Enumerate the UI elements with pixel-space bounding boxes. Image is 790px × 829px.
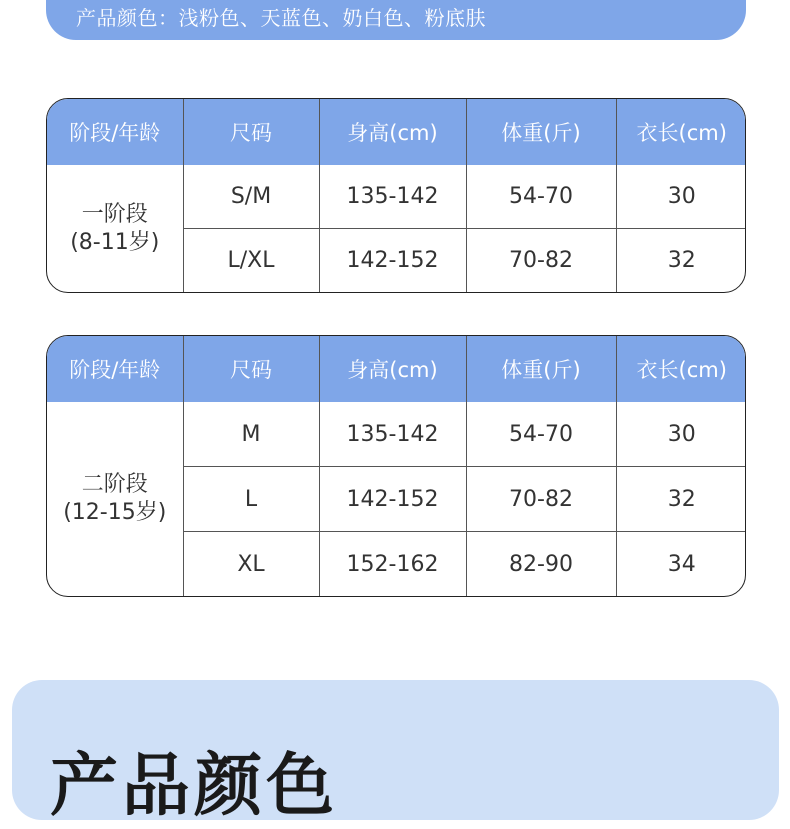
length-cell: 34	[616, 532, 746, 597]
table-row	[47, 165, 746, 229]
height-cell: 142-152	[319, 467, 466, 532]
header-height: 身高(cm)	[319, 99, 466, 165]
size-cell: M	[183, 402, 319, 467]
stage-label: 一阶段	[81, 201, 148, 227]
weight-cell: 54-70	[466, 402, 616, 467]
header-height: 身高(cm)	[319, 336, 466, 402]
size-cell: L	[183, 467, 319, 532]
length-cell: 30	[667, 184, 696, 209]
height-cell: 135-142	[319, 165, 466, 229]
header-length: 衣长(cm)	[616, 99, 746, 165]
weight-cell: 70-82	[466, 467, 616, 532]
color-banner-text: 产品颜色：浅粉色、天蓝色、奶白色、粉底肤	[76, 6, 486, 30]
size-table-stage-1	[46, 98, 746, 293]
header-size: 尺码	[183, 336, 319, 402]
header-weight: 体重(斤)	[466, 336, 616, 402]
weight-cell: 70-82	[466, 229, 616, 293]
stage-age: (8-11岁)	[70, 229, 160, 255]
height-cell: 152-162	[319, 532, 466, 597]
size-cell: S/M	[183, 165, 319, 229]
length-cell: 32	[616, 229, 746, 293]
table-header-row	[47, 336, 746, 402]
table-header-row	[47, 99, 746, 165]
stage-label: 二阶段	[81, 472, 148, 497]
table-row	[47, 402, 746, 467]
height-cell: 135-142	[319, 402, 466, 467]
section-title: 产品颜色	[50, 747, 339, 826]
weight-cell: 82-90	[466, 532, 616, 597]
header-length: 衣长(cm)	[616, 336, 746, 402]
height-cell: 142-152	[319, 229, 466, 293]
length-cell: 32	[616, 467, 746, 532]
weight-cell: 54-70	[466, 165, 616, 229]
size-cell: XL	[183, 532, 319, 597]
header-weight: 体重(斤)	[466, 99, 616, 165]
product-color-section	[12, 680, 779, 826]
stage-age: (12-15岁)	[63, 500, 167, 525]
length-cell: 30	[667, 421, 696, 447]
header-stage: 阶段/年龄	[47, 336, 183, 402]
stage-cell	[47, 402, 183, 596]
stage-cell	[47, 165, 183, 292]
color-banner	[46, 0, 746, 40]
header-stage: 阶段/年龄	[47, 99, 183, 165]
size-table-stage-2	[46, 335, 746, 597]
header-size: 尺码	[183, 99, 319, 165]
size-cell: L/XL	[183, 229, 319, 293]
